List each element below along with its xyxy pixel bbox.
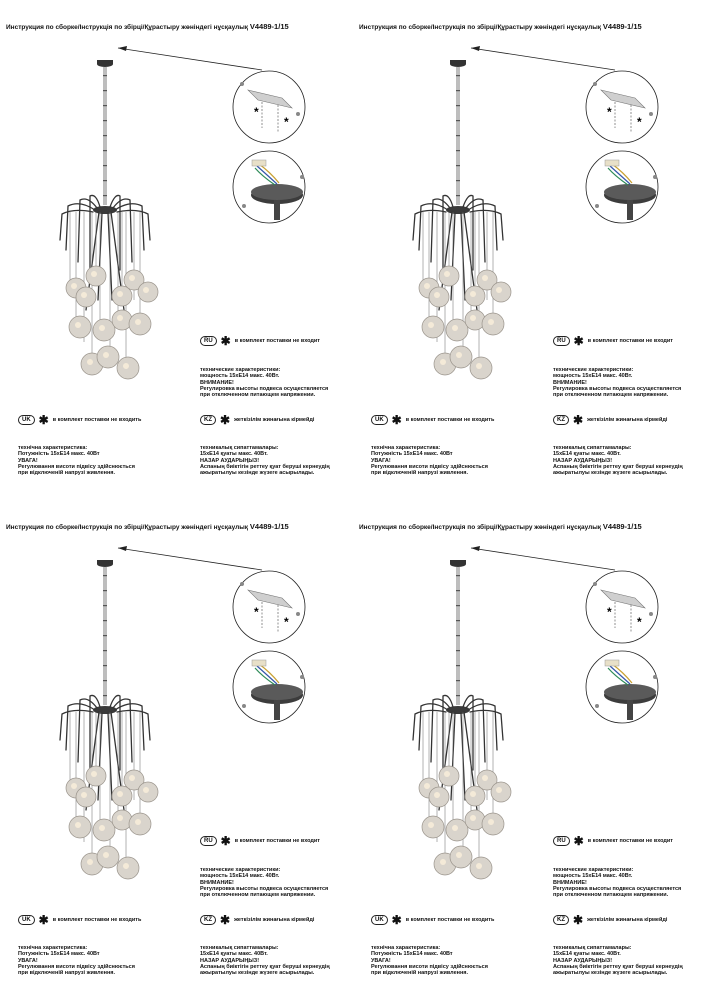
svg-text:*: * (254, 605, 259, 619)
svg-text:*: * (607, 605, 612, 619)
chandelier-illustration (0, 0, 353, 500)
model-code: V4489-1/15 (249, 522, 289, 531)
uk-specs: технічна характеристика: Потужність 15хE14 макс. 40Вт УВАГА! Регулювання висоти підвісу здійснюється при відключеній напрузі живлення. (371, 445, 488, 477)
ru-note: RU ✱ в комплект поставки не входит (553, 836, 673, 846)
ru-badge: RU (200, 336, 217, 346)
ceiling-canopy-wiring-icon (233, 151, 305, 223)
star-icon: ✱ (38, 413, 49, 427)
ru-specs: технические характеристики: мощность 15хE14 макс. 40Вт. ВНИМАНИЕ! Регулировка высоты подвеса осуществляется при отключенном питающем напряжении. (200, 367, 329, 399)
mounting-bracket-icon (586, 571, 658, 643)
ru-specs: технические характеристики: мощность 15хE14 макс. 40Вт. ВНИМАНИЕ! Регулировка высоты подвеса осуществляется при отключенном питающем напряжении. (200, 867, 329, 899)
svg-text:*: * (254, 105, 259, 119)
kz-note: KZ ✱ жеткізілім жинағына кірмейді (553, 915, 667, 925)
ru-badge: RU (200, 836, 217, 846)
kz-badge: KZ (553, 415, 569, 425)
svg-text:*: * (607, 105, 612, 119)
ceiling-canopy-wiring-icon (233, 651, 305, 723)
star-icon: ✱ (573, 913, 584, 927)
instruction-sheet (0, 0, 353, 500)
ceiling-canopy-wiring-icon (586, 151, 658, 223)
instruction-sheet (0, 500, 353, 1000)
uk-specs: технічна характеристика: Потужність 15хE14 макс. 40Вт УВАГА! Регулювання висоти підвісу здійснюється при відключеній напрузі живлення. (18, 945, 135, 977)
chandelier-illustration (353, 0, 706, 500)
svg-text:*: * (284, 615, 289, 629)
kz-specs: техникалық сипаттамалары: 15хE14 қуаты макс. 40Вт. НАЗАР АУДАРЫҢЫЗ! Аспаның биіктігін реттеу қуат беруші кернеудің ажыратылуы кезінде жүзеге асырылады. (553, 945, 683, 977)
chandelier-illustration (353, 500, 706, 1000)
model-code: V4489-1/15 (602, 22, 642, 31)
kz-specs: техникалық сипаттамалары: 15хE14 қуаты макс. 40Вт. НАЗАР АУДАРЫҢЫЗ! Аспаның биіктігін реттеу қуат беруші кернеудің ажыратылуы кезінде жүзеге асырылады. (200, 445, 330, 477)
uk-note: UK ✱ в комплект поставки не входить (371, 415, 494, 425)
star-icon: ✱ (573, 413, 584, 427)
model-code: V4489-1/15 (602, 522, 642, 531)
kz-note: KZ ✱ жеткізілім жинағына кірмейді (553, 415, 667, 425)
kz-badge: KZ (553, 915, 569, 925)
star-icon: ✱ (220, 834, 231, 848)
uk-badge: UK (18, 415, 35, 425)
star-icon: ✱ (220, 413, 231, 427)
ru-badge: RU (553, 836, 570, 846)
ru-badge: RU (553, 336, 570, 346)
page-title: Инструкция по сборке/Інструкція по збірці/Құрастыру жөніндегі нұсқаулық V4489-1/15 (6, 522, 289, 531)
instruction-sheet (353, 0, 706, 500)
uk-note: UK ✱ в комплект поставки не входить (371, 915, 494, 925)
kz-badge: KZ (200, 415, 216, 425)
kz-note: KZ ✱ жеткізілім жинағына кірмейді (200, 915, 314, 925)
ru-note: RU ✱ в комплект поставки не входит (553, 336, 673, 346)
mounting-bracket-icon (233, 571, 305, 643)
uk-specs: технічна характеристика: Потужність 15хE14 макс. 40Вт УВАГА! Регулювання висоти підвісу здійснюється при відключеній напрузі живлення. (18, 445, 135, 477)
ru-specs: технические характеристики: мощность 15хE14 макс. 40Вт. ВНИМАНИЕ! Регулировка высоты подвеса осуществляется при отключенном питающем напряжении. (553, 367, 682, 399)
mounting-bracket-icon (586, 71, 658, 143)
kz-note: KZ ✱ жеткізілім жинағына кірмейді (200, 415, 314, 425)
svg-text:*: * (637, 115, 642, 129)
uk-note: UK ✱ в комплект поставки не входить (18, 415, 141, 425)
page-title: Инструкция по сборке/Інструкція по збірці/Құрастыру жөніндегі нұсқаулық V4489-1/15 (6, 22, 289, 31)
ru-note: RU ✱ в комплект поставки не входит (200, 336, 320, 346)
star-icon: ✱ (38, 913, 49, 927)
svg-text:*: * (637, 615, 642, 629)
ru-specs: технические характеристики: мощность 15хE14 макс. 40Вт. ВНИМАНИЕ! Регулировка высоты подвеса осуществляется при отключенном питающем напряжении. (553, 867, 682, 899)
instruction-sheet (353, 500, 706, 1000)
page-title: Инструкция по сборке/Інструкція по збірці/Құрастыру жөніндегі нұсқаулық V4489-1/15 (359, 522, 642, 531)
star-icon: ✱ (391, 913, 402, 927)
kz-specs: техникалық сипаттамалары: 15хE14 қуаты макс. 40Вт. НАЗАР АУДАРЫҢЫЗ! Аспаның биіктігін реттеу қуат беруші кернеудің ажыратылуы кезінде жүзеге асырылады. (553, 445, 683, 477)
star-icon: ✱ (573, 834, 584, 848)
star-icon: ✱ (220, 334, 231, 348)
ceiling-canopy-wiring-icon (586, 651, 658, 723)
star-icon: ✱ (573, 334, 584, 348)
uk-badge: UK (371, 915, 388, 925)
star-icon: ✱ (220, 913, 231, 927)
uk-specs: технічна характеристика: Потужність 15хE14 макс. 40Вт УВАГА! Регулювання висоти підвісу здійснюється при відключеній напрузі живлення. (371, 945, 488, 977)
kz-badge: KZ (200, 915, 216, 925)
uk-badge: UK (18, 915, 35, 925)
uk-badge: UK (371, 415, 388, 425)
ru-note: RU ✱ в комплект поставки не входит (200, 836, 320, 846)
star-icon: ✱ (391, 413, 402, 427)
kz-specs: техникалық сипаттамалары: 15хE14 қуаты макс. 40Вт. НАЗАР АУДАРЫҢЫЗ! Аспаның биіктігін реттеу қуат беруші кернеудің ажыратылуы кезінде жүзеге асырылады. (200, 945, 330, 977)
mounting-bracket-icon (233, 71, 305, 143)
svg-text:*: * (284, 115, 289, 129)
model-code: V4489-1/15 (249, 22, 289, 31)
uk-note: UK ✱ в комплект поставки не входить (18, 915, 141, 925)
page-title: Инструкция по сборке/Інструкція по збірці/Құрастыру жөніндегі нұсқаулық V4489-1/15 (359, 22, 642, 31)
chandelier-illustration (0, 500, 353, 1000)
